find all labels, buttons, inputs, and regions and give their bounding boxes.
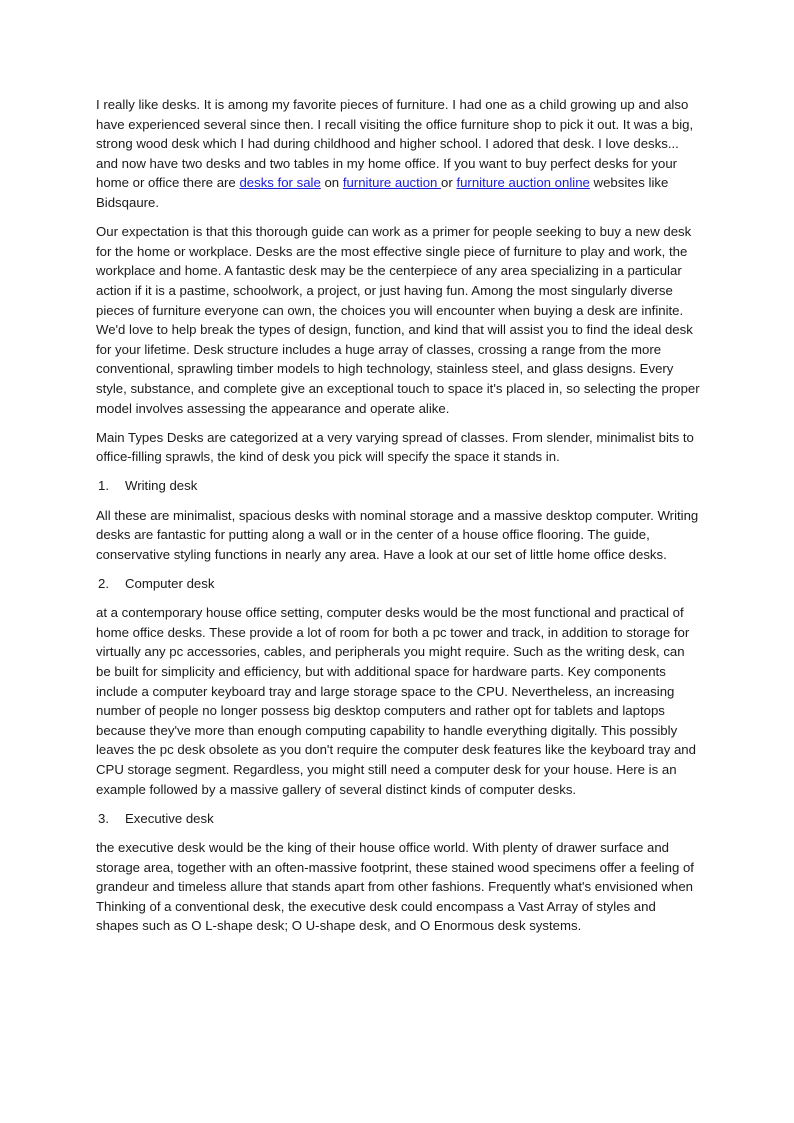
intro-text-1: I really like desks. It is among my favorite pieces of furniture. I had one as a child growing up and also have experienced several since then. I recall visiting the office furniture shop to pick it out. It was a big, strong wood desk which I had during childhood and higher school. I adored that desk. I love desks... and now have two desks and two tables in my home office. If you want to buy perfect desks for your home or office there are bbox=[96, 97, 694, 191]
guide-paragraph: Our expectation is that this thorough guide can work as a primer for people seeking to buy a new desk for the home or workplace. Desks are the most effective single piece of furniture to play and work, the workplace and home. A fantastic desk may be the centerpiece of any area specializing in a particular action if it is a pastime, schoolwork, a project, or just having fun. Among the most singularly diverse pieces of furniture everyone can own, the choices you will encounter when buying a desk are infinite. We'd love to help break the types of design, function, and kind that will assist you to find the ideal desk for your lifetime. Desk structure includes a huge array of classes, crossing a range from the more conventional, sprawling timber models to high technology, stainless steel, and glass designs. Every style, substance, and complete give an exceptional touch to space it's placed in, so selecting the proper model involves assessing the appearance and operate alike. bbox=[96, 224, 700, 416]
types-paragraph: Main Types Desks are categorized at a very varying spread of classes. From slender, minimalist bits to office-filling sprawls, the kind of desk you pick will specify the space it stands in. bbox=[96, 429, 694, 465]
desks-for-sale-link[interactable]: desks for sale bbox=[239, 175, 321, 191]
intro-text-2: on bbox=[320, 175, 343, 191]
list-number: 1. bbox=[98, 478, 109, 494]
list-number: 2. bbox=[98, 576, 109, 592]
intro-text-4: websites like Bidsqaure. bbox=[96, 175, 669, 210]
writing-desk-paragraph: All these are minimalist, spacious desks with nominal storage and a massive desktop computer. Writing desks are fantastic for putting along a wall or in the center of a house office flooring. The guide, conservative styling functions in nearly any area. Have a look at our set of little home office desks. bbox=[96, 507, 699, 562]
list-item-computer-desk bbox=[96, 574, 700, 594]
list-item-writing-desk bbox=[96, 476, 700, 496]
furniture-auction-online-link[interactable]: furniture auction online bbox=[456, 175, 590, 191]
executive-desk-paragraph: the executive desk would be the king of their house office world. With plenty of drawer surface and storage area, together with an often-massive footprint, these stained wood specimens offer a feeling of grandeur and timeless allure that stands apart from other fashions. Frequently what's envisioned when Thinking of a conventional desk, the executive desk could encompass a Vast Array of styles and shapes such as O L-shape desk; O U-shape desk, and O Enormous desk systems. bbox=[96, 839, 694, 934]
section-heading: Executive desk bbox=[125, 810, 214, 826]
section-heading: Computer desk bbox=[125, 576, 215, 592]
intro-paragraph bbox=[96, 95, 700, 213]
list-item-executive-desk bbox=[96, 809, 700, 829]
document-page bbox=[96, 95, 700, 946]
computer-desk-paragraph: at a contemporary house office setting, computer desks would be the most functional and practical of home office desks. These provide a lot of room for both a pc tower and track, in addition to storage for virtually any pc accessories, cables, and peripherals you might require. Such as the writing desk, can be built for simplicity and efficiency, but with additional space for hardware parts. Key components include a computer keyboard tray and large storage space to the CPU. Nevertheless, an increasing number of people no longer possess big desktop computers and rather opt for tablets and laptops because they've more than enough computing capability to handle everything digitally. This possibly leaves the pc desk obsolete as you don't require the computer desk features like the keyboard tray and CPU storage segment. Regardless, you might still need a computer desk for your house. Here is an example followed by a massive gallery of several distinct kinds of computer desks. bbox=[96, 605, 696, 797]
intro-text-3: or bbox=[441, 175, 457, 191]
furniture-auction-link[interactable]: furniture auction bbox=[342, 175, 442, 191]
list-number: 3. bbox=[98, 810, 109, 826]
section-heading: Writing desk bbox=[125, 478, 198, 494]
